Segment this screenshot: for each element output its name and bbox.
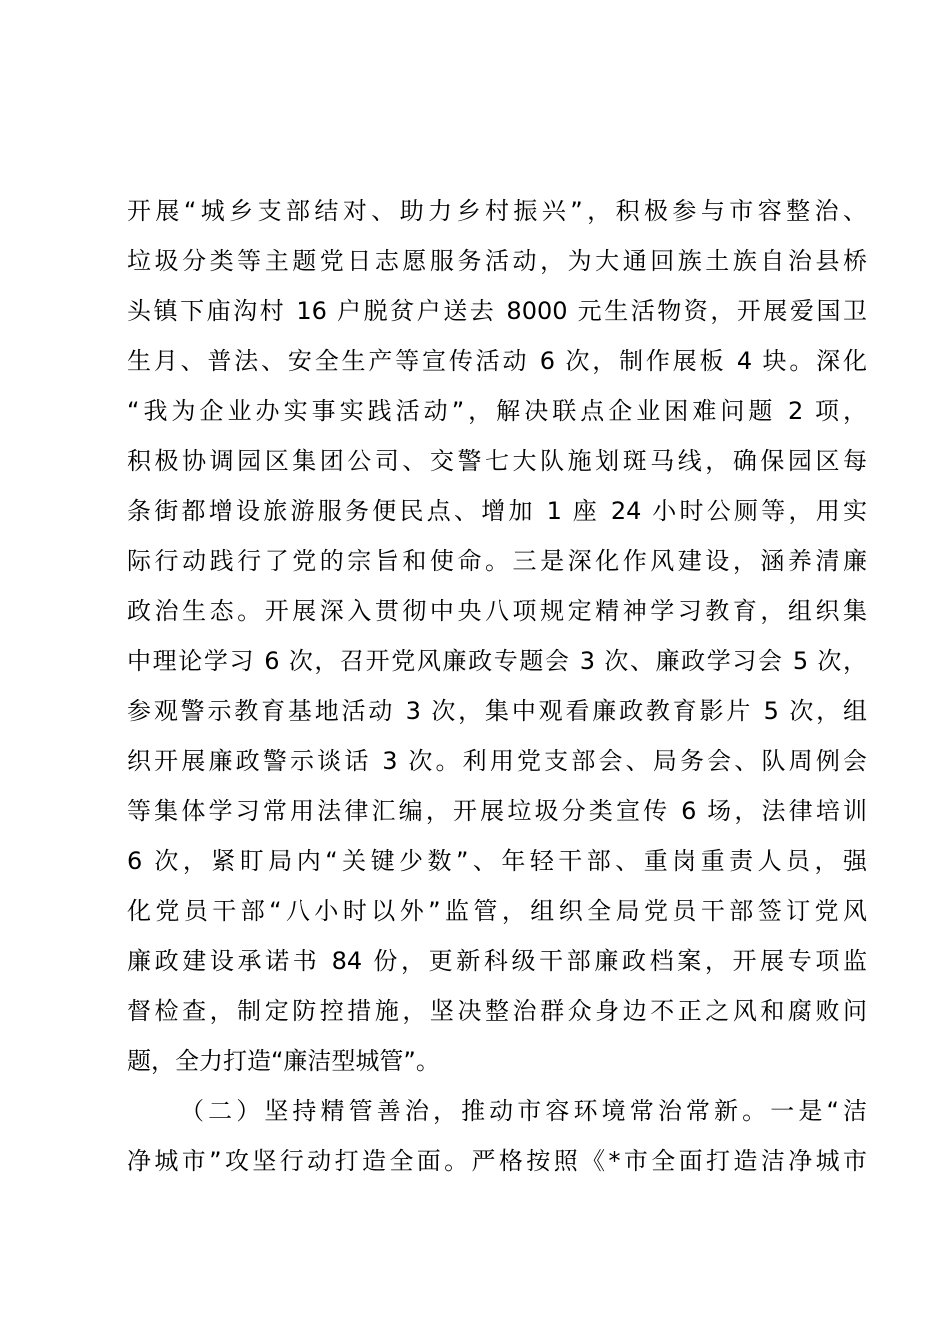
text-line: 条街都增设旅游服务便民点、增加 1 座 24 小时公厕等，用实 <box>127 497 867 525</box>
text-line: 等集体学习常用法律汇编，开展垃圾分类宣传 6 场，法律培训 <box>127 797 867 825</box>
text-line: 6 次，紧盯局内“关键少数”、年轻干部、重岗重责人员，强 <box>127 847 867 875</box>
text-line: 际行动践行了党的宗旨和使命。三是深化作风建设，涵养清廉 <box>127 547 867 575</box>
text-line: 开展“城乡支部结对、助力乡村振兴”，积极参与市容整治、 <box>127 197 867 225</box>
section-heading-line: （二）坚持精管善治，推动市容环境常治常新。一是“洁 <box>180 1097 867 1125</box>
paragraph-end-line: 题，全力打造“廉洁型城管”。 <box>127 1047 440 1075</box>
text-line: 廉政建设承诺书 84 份，更新科级干部廉政档案，开展专项监 <box>127 947 867 975</box>
text-line: 中理论学习 6 次，召开党风廉政专题会 3 次、廉政学习会 5 次， <box>127 647 867 675</box>
text-line: 垃圾分类等主题党日志愿服务活动，为大通回族土族自治县桥 <box>127 247 867 275</box>
text-line: 头镇下庙沟村 16 户脱贫户送去 8000 元生活物资，开展爱国卫 <box>127 297 867 325</box>
text-line: 参观警示教育基地活动 3 次，集中观看廉政教育影片 5 次，组 <box>127 697 867 725</box>
text-line: 积极协调园区集团公司、交警七大队施划斑马线，确保园区每 <box>127 447 867 475</box>
body-text <box>127 186 867 1186</box>
text-line: 织开展廉政警示谈话 3 次。利用党支部会、局务会、队周例会 <box>127 747 867 775</box>
text-line: 生月、普法、安全生产等宣传活动 6 次，制作展板 4 块。深化 <box>127 347 867 375</box>
text-line: 政治生态。开展深入贯彻中央八项规定精神学习教育，组织集 <box>127 597 867 625</box>
text-line: “我为企业办实事实践活动”，解决联点企业困难问题 2 项， <box>127 397 867 425</box>
text-line: 净城市”攻坚行动打造全面。严格按照《*市全面打造洁净城市 <box>127 1147 867 1175</box>
text-line: 化党员干部“八小时以外”监管，组织全局党员干部签订党风 <box>127 897 867 925</box>
text-line: 督检查，制定防控措施，坚决整治群众身边不正之风和腐败问 <box>127 997 867 1025</box>
